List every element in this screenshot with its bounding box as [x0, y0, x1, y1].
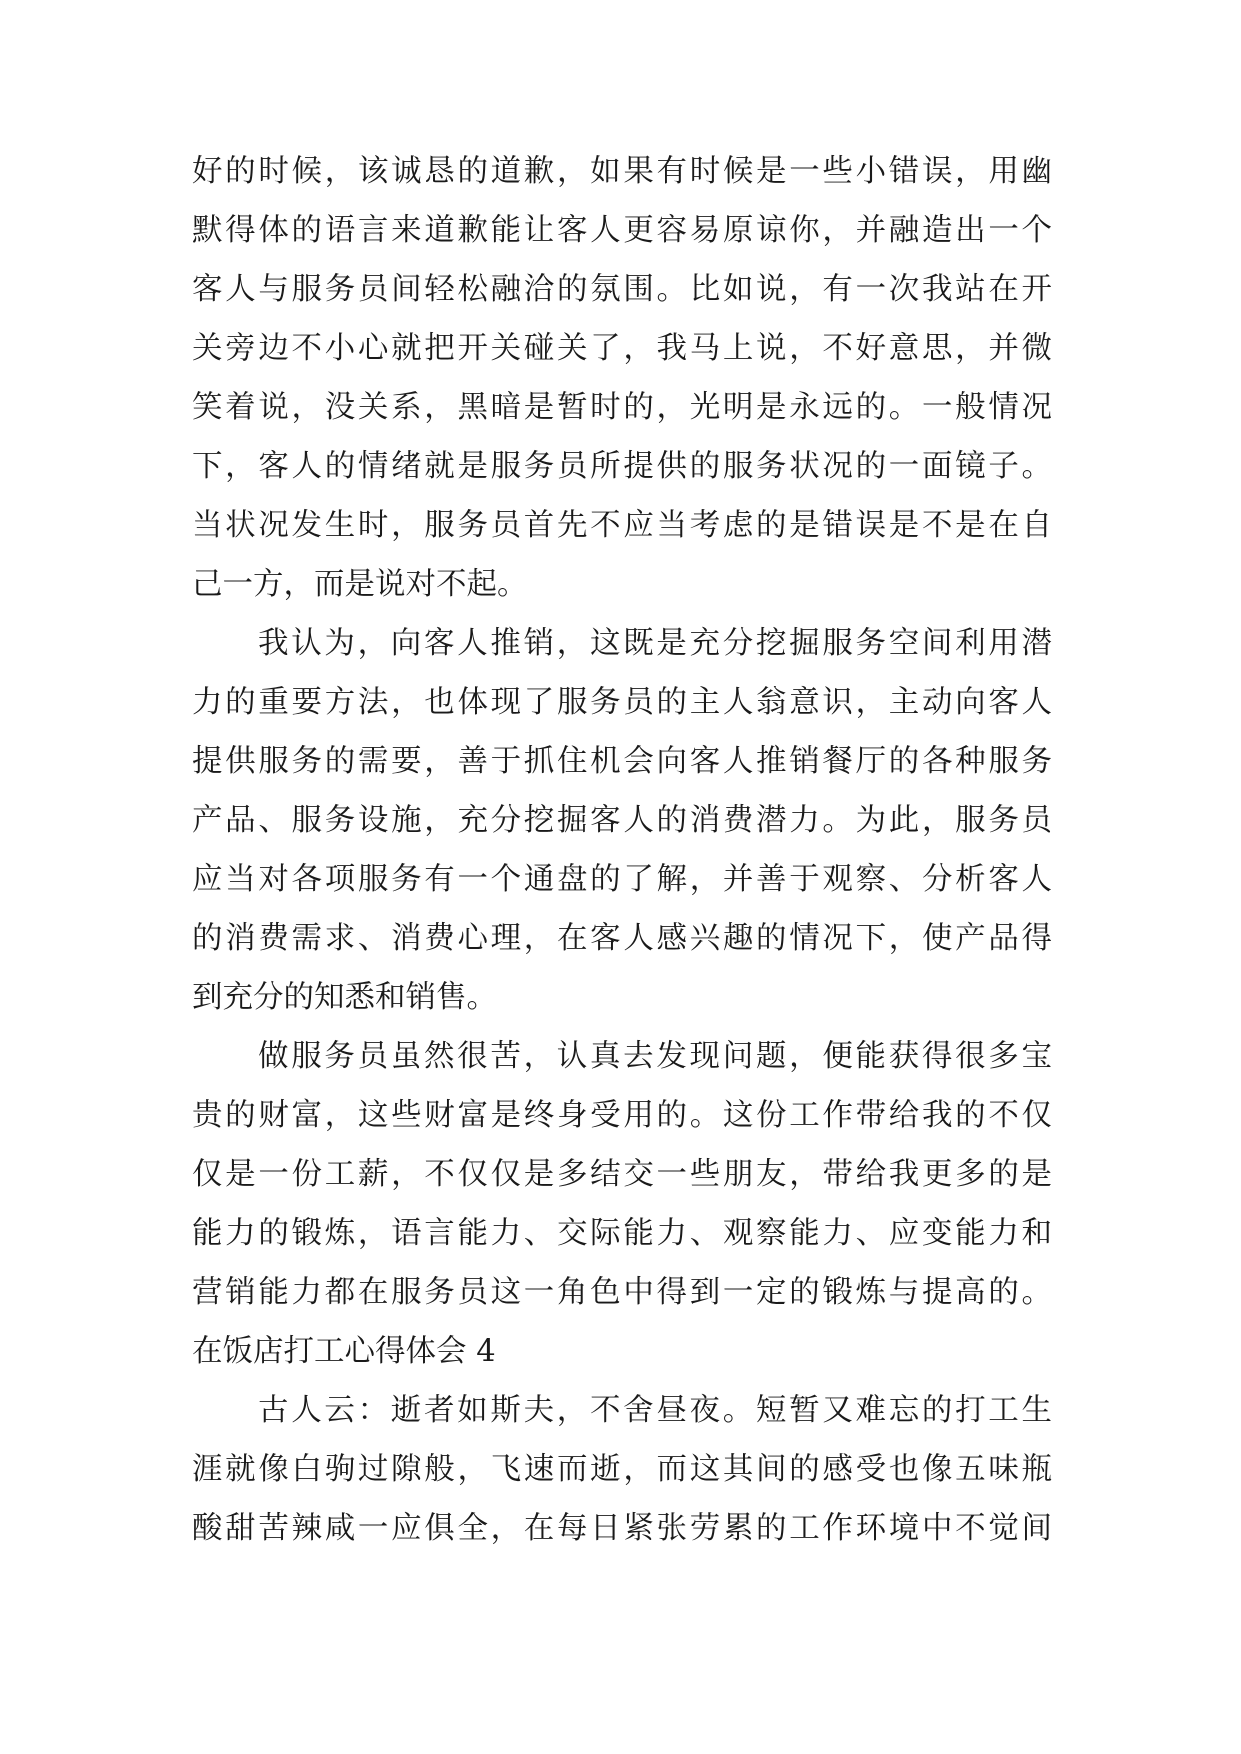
text-line: 的消费需求、消费心理，在客人感兴趣的情况下，使产品得 — [192, 921, 1052, 956]
paragraph-first-line: 做服务员虽然很苦，认真去发现问题，便能获得很多宝 — [258, 1039, 1052, 1074]
text-line: 仅是一份工薪，不仅仅是多结交一些朋友，带给我更多的是 — [192, 1157, 1052, 1192]
text-line: 能力的锻炼，语言能力、交际能力、观察能力、应变能力和 — [192, 1216, 1052, 1251]
paragraph-first-line: 我认为，向客人推销，这既是充分挖掘服务空间利用潜 — [258, 626, 1052, 661]
text-line: 下，客人的情绪就是服务员所提供的服务状况的一面镜子。 — [192, 449, 1052, 484]
paragraph-first-line: 古人云：逝者如斯夫，不舍昼夜。短暂又难忘的打工生 — [258, 1393, 1052, 1428]
text-line: 己一方，而是说对不起。 — [192, 567, 528, 602]
text-line: 提供服务的需要，善于抓住机会向客人推销餐厅的各种服务 — [192, 744, 1052, 779]
text-line: 酸甜苦辣咸一应俱全，在每日紧张劳累的工作环境中不觉间 — [192, 1511, 1052, 1546]
text-line: 好的时候，该诚恳的道歉，如果有时候是一些小错误，用幽 — [192, 154, 1052, 189]
text-line: 关旁边不小心就把开关碰关了，我马上说，不好意思，并微 — [192, 331, 1052, 366]
text-line: 产品、服务设施，充分挖掘客人的消费潜力。为此，服务员 — [192, 803, 1052, 838]
text-line: 当状况发生时，服务员首先不应当考虑的是错误是不是在自 — [192, 508, 1052, 543]
text-line: 默得体的语言来道歉能让客人更容易原谅你，并融造出一个 — [192, 213, 1052, 248]
text-line: 力的重要方法，也体现了服务员的主人翁意识，主动向客人 — [192, 685, 1052, 720]
text-line: 涯就像白驹过隙般，飞速而逝，而这其间的感受也像五味瓶 — [192, 1452, 1052, 1487]
text-line: 贵的财富，这些财富是终身受用的。这份工作带给我的不仅 — [192, 1098, 1052, 1133]
text-line: 营销能力都在服务员这一角色中得到一定的锻炼与提高的。 — [192, 1275, 1052, 1310]
text-line: 到充分的知悉和销售。 — [192, 980, 497, 1015]
text-line: 笑着说，没关系，黑暗是暂时的，光明是永远的。一般情况 — [192, 390, 1052, 425]
text-line: 应当对各项服务有一个通盘的了解，并善于观察、分析客人 — [192, 862, 1052, 897]
section-heading: 在饭店打工心得体会 4 — [192, 1334, 496, 1369]
text-line: 客人与服务员间轻松融洽的氛围。比如说，有一次我站在开 — [192, 272, 1052, 307]
